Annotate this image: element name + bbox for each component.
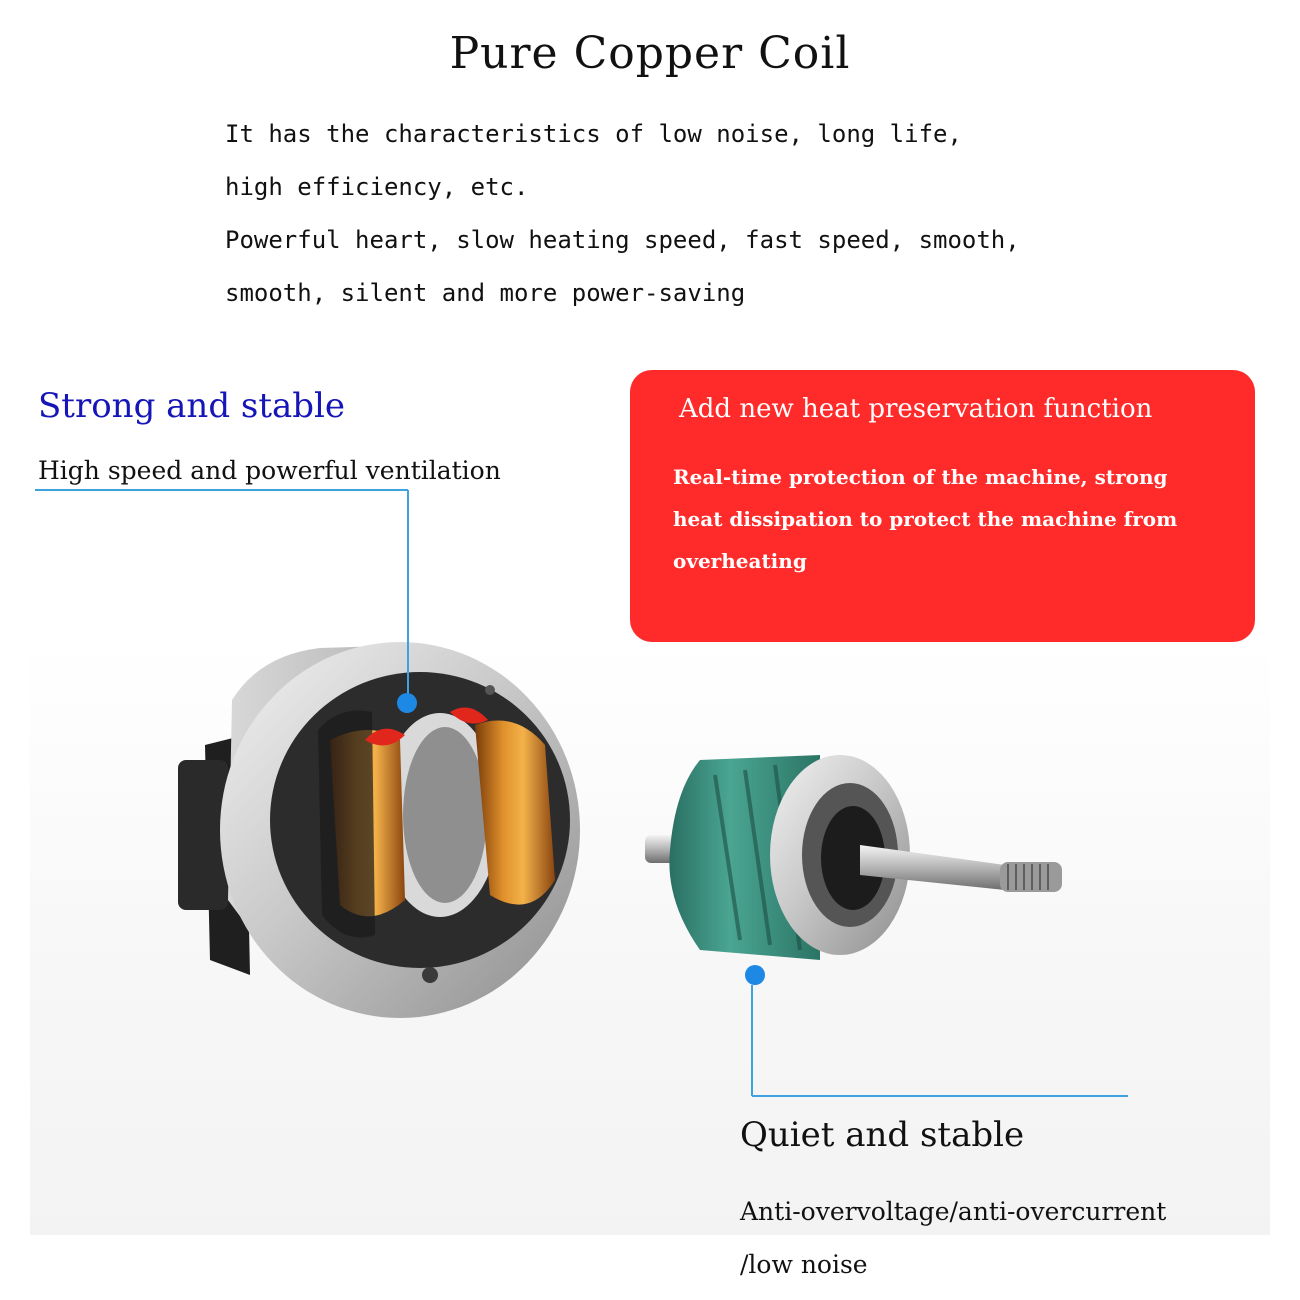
intro-line: smooth, silent and more power-saving [225,279,746,307]
stator-icon [178,642,580,1018]
feature-strong-stable-subtitle: High speed and powerful ventilation [38,456,501,485]
intro-line: Powerful heart, slow heating speed, fast speed, smooth, [225,226,1020,254]
rotor-icon [645,755,1062,960]
feature-quiet-stable-line: Anti-overvoltage/anti-overcurrent [740,1197,1167,1226]
heat-preservation-line: overheating [673,549,807,573]
intro-line: It has the characteristics of low noise, long life, [225,120,962,148]
feature-quiet-stable-body [740,1185,1166,1291]
feature-quiet-stable-title: Quiet and stable [740,1115,1025,1155]
heat-preservation-line: heat dissipation to protect the machine from [673,507,1178,531]
heat-preservation-line: Real-time protection of the machine, strong [673,465,1168,489]
heat-preservation-title: Add new heat preservation function [679,394,1153,424]
callout-dot-icon [397,693,417,713]
callout-dot-icon [745,965,765,985]
page-title: Pure Copper Coil [449,28,851,79]
feature-quiet-stable-line: /low noise [740,1250,868,1279]
feature-strong-stable-title: Strong and stable [38,386,346,426]
intro-line: high efficiency, etc. [225,173,529,201]
